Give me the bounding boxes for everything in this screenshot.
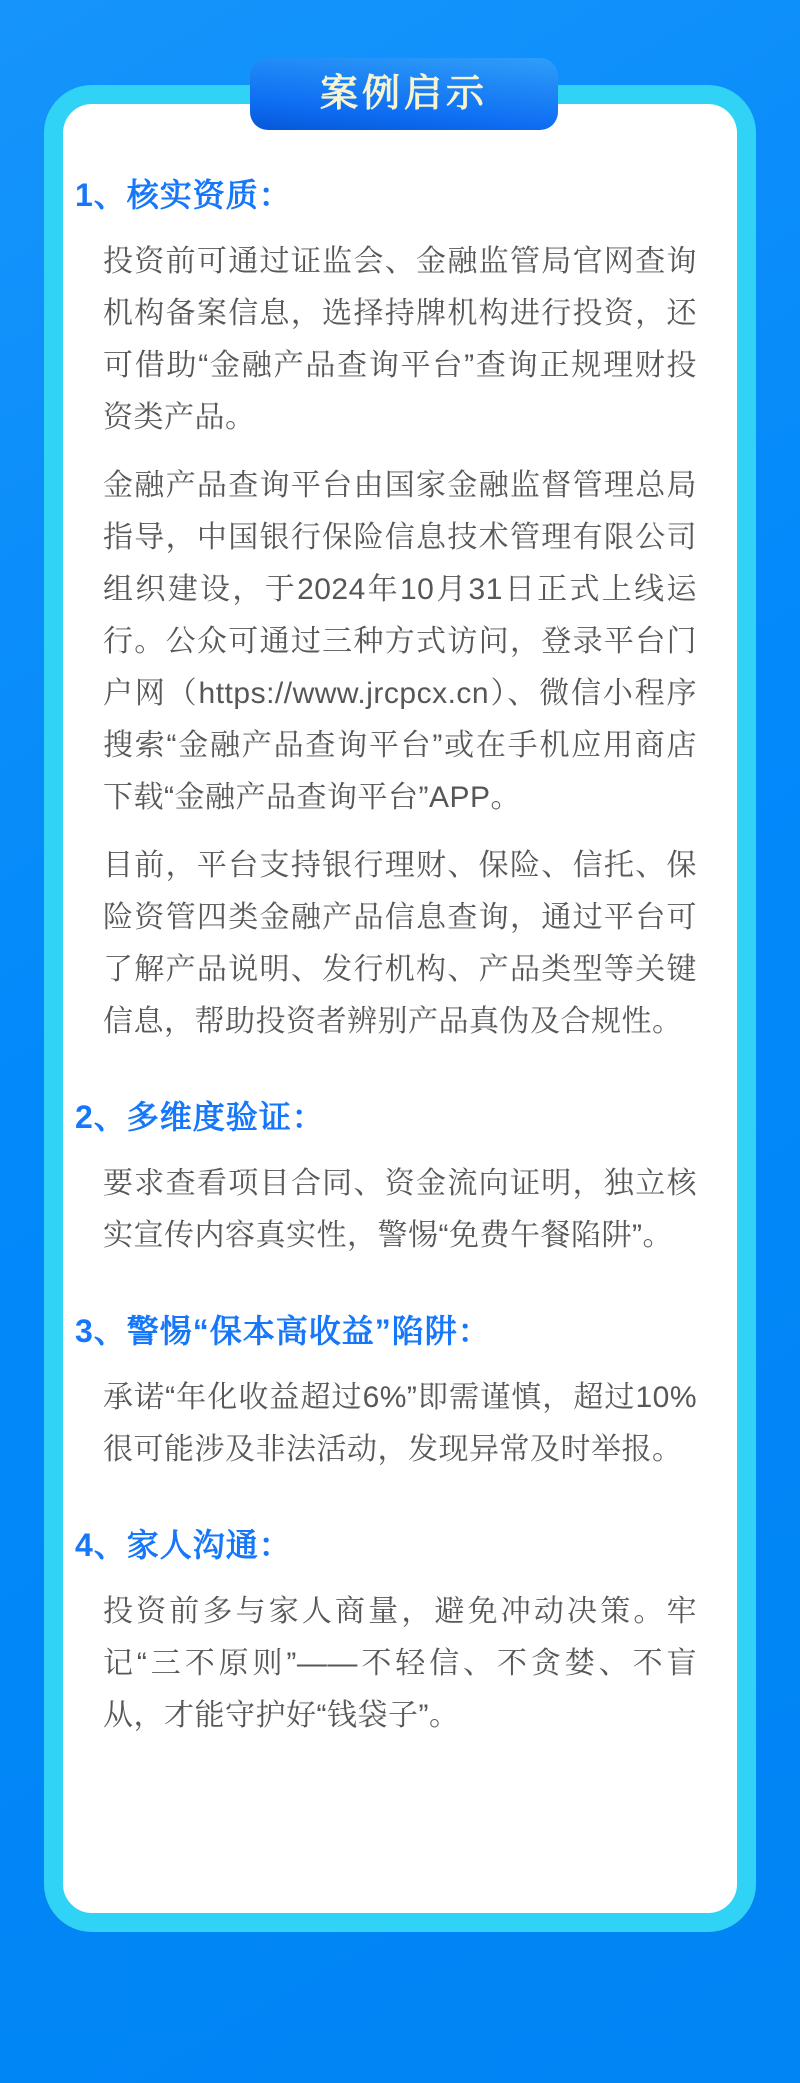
section-heading: 2、多维度验证：: [75, 1099, 325, 1135]
section-multi-dimension-verify: [75, 1096, 697, 1262]
card-content: [63, 104, 737, 1742]
paragraph: 投资前多与家人商量，避免冲动决策。牢记“三不原则”——不轻信、不贪婪、不盲从，才能守护好“钱袋子”。: [103, 1595, 697, 1732]
section-heading: 4、家人沟通：: [75, 1527, 292, 1563]
section-guaranteed-return-trap: [75, 1310, 697, 1476]
paragraph: 金融产品查询平台由国家金融监督管理总局指导，中国银行保险信息技术管理有限公司组织建设，于2024年10月31日正式上线运行。公众可通过三种方式访问，登录平台门户网（https://www.jrcpcx.cn）、微信小程序搜索“金融产品查询平台”或在手机应用商店下载“金融产品查询平台”APP。: [103, 469, 697, 814]
title-badge: 案例启示: [250, 58, 558, 130]
paragraph: 目前，平台支持银行理财、保险、信托、保险资管四类金融产品信息查询，通过平台可了解产品说明、发行机构、产品类型等关键信息，帮助投资者辨别产品真伪及合规性。: [103, 849, 697, 1038]
paragraph: 要求查看项目合同、资金流向证明，独立核实宣传内容真实性，警惕“免费午餐陷阱”。: [103, 1167, 697, 1252]
paragraph: 投资前可通过证监会、金融监管局官网查询机构备案信息，选择持牌机构进行投资，还可借助“金融产品查询平台”查询正规理财投资类产品。: [103, 245, 697, 434]
paragraph: 承诺“年化收益超过6%”即需谨慎，超过10%很可能涉及非法活动，发现异常及时举报。: [103, 1381, 697, 1466]
content-card: [44, 85, 756, 1932]
section-verify-qualifications: [75, 174, 697, 1048]
section-heading: 1、核实资质：: [75, 177, 292, 213]
section-heading: 3、警惕“保本高收益”陷阱：: [75, 1313, 491, 1349]
section-family-communication: [75, 1524, 697, 1742]
